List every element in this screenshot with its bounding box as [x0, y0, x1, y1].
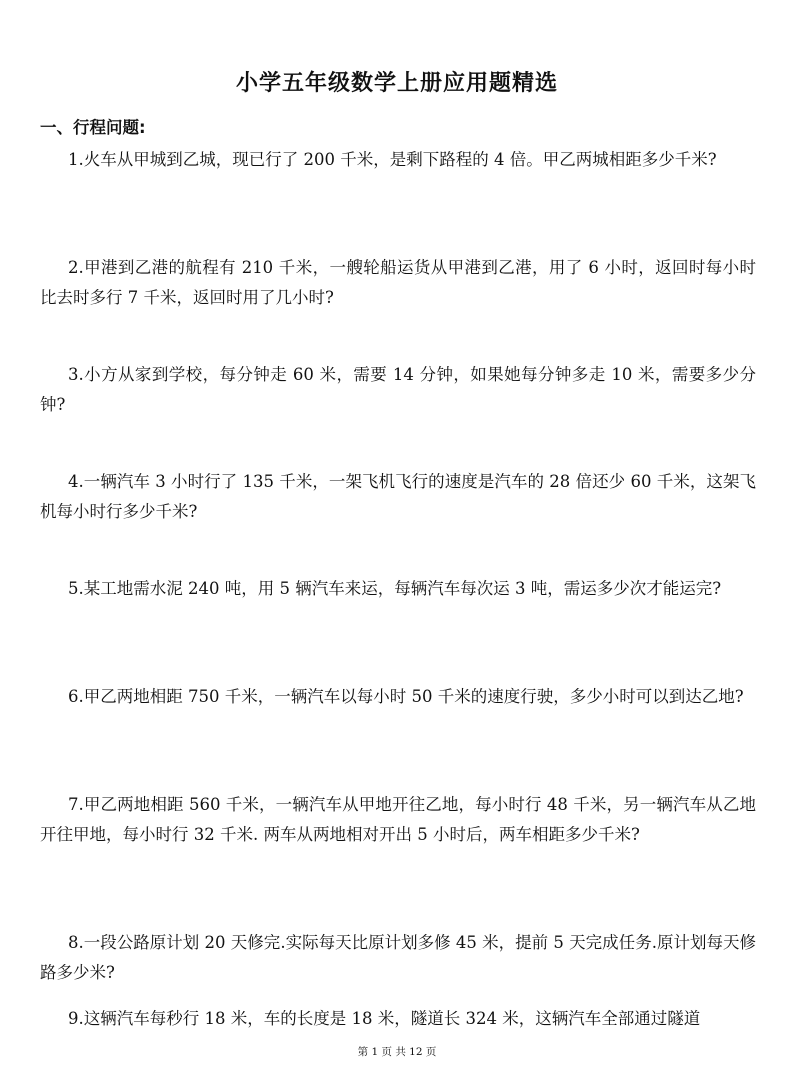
question-2: 2.甲港到乙港的航程有 210 千米，一艘轮船运货从甲港到乙港，用了 6 小时，返回时每小时比去时多行 7 千米，返回时用了几小时? — [40, 258, 756, 307]
question-6: 6.甲乙两地相距 750 千米，一辆汽车以每小时 50 千米的速度行驶，多少小时可以到达乙地? — [68, 687, 744, 706]
question-7: 7.甲乙两地相距 560 千米，一辆汽车从甲地开往乙地，每小时行 48 千米，另一辆汽车从乙地开往甲地，每小时行 32 千米. 两车从两地相对开出 5 小时后，两车相距多少千米? — [40, 795, 756, 844]
question-3: 3.小方从家到学校，每分钟走 60 米，需要 14 分钟，如果她每分钟多走 10 米，需要多少分钟? — [40, 365, 756, 414]
question-1: 1.火车从甲城到乙城，现已行了 200 千米，是剩下路程的 4 倍。甲乙两城相距多少千米? — [68, 150, 717, 169]
question-8: 8.一段公路原计划 20 天修完.实际每天比原计划多修 45 米，提前 5 天完成任务.原计划每天修路多少米? — [40, 933, 756, 982]
section-heading: 一、行程问题: — [40, 118, 146, 137]
question-4: 4.一辆汽车 3 小时行了 135 千米，一架飞机飞行的速度是汽车的 28 倍还少 60 千米，这架飞机每小时行多少千米? — [40, 472, 756, 521]
page-title: 小学五年级数学上册应用题精选 — [235, 71, 558, 96]
question-9: 9.这辆汽车每秒行 18 米，车的长度是 18 米，隧道长 324 米，这辆汽车全部通过隧道 — [68, 1009, 701, 1028]
question-5: 5.某工地需水泥 240 吨，用 5 辆汽车来运，每辆汽车每次运 3 吨，需运多少次才能运完? — [68, 579, 722, 598]
page-footer: 第 1 页 共 12 页 — [357, 1046, 437, 1058]
